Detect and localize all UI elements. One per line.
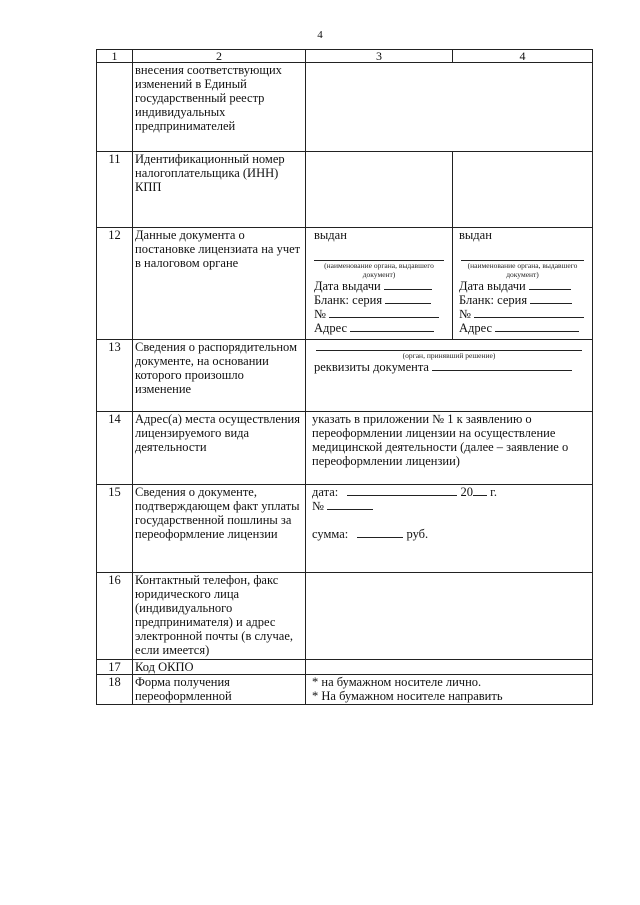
requisites-row <box>308 360 590 374</box>
row-14 <box>97 412 593 485</box>
row-17 <box>97 660 593 675</box>
form-series-row-2 <box>455 293 590 307</box>
row-13-num: 13 <box>97 340 133 412</box>
row-17-label: Код ОКПО <box>133 660 306 675</box>
address-row-2 <box>455 321 590 335</box>
row-16-num: 16 <box>97 573 133 660</box>
issue-date-row <box>308 279 450 293</box>
row-16 <box>97 573 593 660</box>
address-field[interactable] <box>350 321 434 332</box>
payment-sum-field[interactable] <box>357 527 403 538</box>
row-10-label: внесения соответствующих изменений в Единый государственный реестр индивидуальных предпринимателей <box>133 63 306 152</box>
issued-by-field-2[interactable] <box>461 242 584 261</box>
row-11-num: 11 <box>97 152 133 228</box>
row-12-value-left <box>306 228 453 340</box>
header-row <box>97 50 593 63</box>
issued-by-label-2: выдан <box>459 228 492 242</box>
row-13-label: Сведения о распорядительном документе, на основании которого произошло изменение <box>133 340 306 412</box>
payment-sum-label: сумма: <box>312 527 349 541</box>
issue-date-row-2 <box>455 279 590 293</box>
authority-field[interactable] <box>316 340 582 351</box>
row-11-value-kpp[interactable] <box>453 152 593 228</box>
row-14-label: Адрес(а) места осуществления лицензируемого вида деятельности <box>133 412 306 485</box>
row-12 <box>97 228 593 340</box>
form-series-field-2[interactable] <box>530 293 572 304</box>
issuer-caption-2: (наименование органа, выдавшего документ) <box>467 261 578 279</box>
row-14-value: указать в приложении № 1 к заявлению о переоформлении лицензии на осуществление медицинской деятельности (далее – заявление о переоформлении лицензии) <box>306 412 593 485</box>
issued-by-label: выдан <box>314 228 347 242</box>
address-field-2[interactable] <box>495 321 579 332</box>
row-17-num: 17 <box>97 660 133 675</box>
payment-sum-unit: руб. <box>406 527 429 541</box>
payment-number-label: № <box>312 499 324 513</box>
row-10-continued <box>97 63 593 152</box>
payment-year-field[interactable] <box>473 485 487 496</box>
header-col-3: 3 <box>306 50 453 63</box>
issue-date-field[interactable] <box>384 279 432 290</box>
requisites-label: реквизиты документа <box>314 360 429 374</box>
doc-number-row <box>308 307 450 321</box>
row-15-label: Сведения о документе, подтверждающем факт уплаты государственной пошлины за переоформление лицензии <box>133 485 306 573</box>
address-row <box>308 321 450 335</box>
payment-date-row <box>312 485 590 499</box>
row-18-value <box>306 675 593 705</box>
form-series-label-2: Бланк: серия <box>459 293 528 307</box>
row-11-kpp-label: КПП <box>135 180 162 194</box>
issue-date-field-2[interactable] <box>529 279 571 290</box>
delivery-option-send[interactable]: * На бумажном носителе направить <box>312 689 503 703</box>
form-series-field[interactable] <box>385 293 431 304</box>
doc-number-field[interactable] <box>329 307 439 318</box>
row-18-label: Форма получения переоформленной <box>133 675 306 705</box>
form-series-row <box>308 293 450 307</box>
payment-year-prefix: 20 <box>460 485 473 499</box>
delivery-option-in-person[interactable]: * на бумажном носителе лично. <box>312 675 482 689</box>
payment-number-row <box>312 499 590 513</box>
row-10-value[interactable] <box>306 63 593 152</box>
issue-date-label-2: Дата выдачи <box>459 279 526 293</box>
row-14-num: 14 <box>97 412 133 485</box>
doc-number-row-2 <box>455 307 590 321</box>
authority-caption: (орган, принявший решение) <box>402 351 496 360</box>
row-12-label: Данные документа о постановке лицензиата на учет в налоговом органе <box>133 228 306 340</box>
row-12-num: 12 <box>97 228 133 340</box>
row-16-value[interactable] <box>306 573 593 660</box>
row-11 <box>97 152 593 228</box>
doc-number-label-2: № <box>459 307 471 321</box>
row-15 <box>97 485 593 573</box>
payment-number-field[interactable] <box>327 499 373 510</box>
form-series-label: Бланк: серия <box>314 293 383 307</box>
row-17-value[interactable] <box>306 660 593 675</box>
row-12-value-right <box>453 228 593 340</box>
license-form-table <box>96 49 593 705</box>
row-18-num: 18 <box>97 675 133 705</box>
page-number: 4 <box>317 29 323 41</box>
payment-date-field[interactable] <box>347 485 457 496</box>
row-15-num: 15 <box>97 485 133 573</box>
header-col-4: 4 <box>453 50 593 63</box>
row-13-value <box>306 340 593 412</box>
row-13 <box>97 340 593 412</box>
doc-number-field-2[interactable] <box>474 307 584 318</box>
payment-year-suffix: г. <box>490 485 497 499</box>
requisites-field[interactable] <box>432 360 572 371</box>
payment-date-label: дата: <box>312 485 339 499</box>
payment-sum-row <box>312 527 590 541</box>
issuer-caption: (наименование органа, выдавшего документ) <box>324 261 434 279</box>
doc-number-label: № <box>314 307 326 321</box>
row-10-num <box>97 63 133 152</box>
issued-by-field[interactable] <box>314 242 444 261</box>
issue-date-label: Дата выдачи <box>314 279 381 293</box>
address-label-2: Адрес <box>459 321 493 335</box>
row-16-label: Контактный телефон, факс юридического лица (индивидуального предпринимателя) и адрес электронной почты (в случае, если имеется) <box>133 573 306 660</box>
header-col-2: 2 <box>133 50 306 63</box>
header-col-1: 1 <box>97 50 133 63</box>
row-11-inn-label: Идентификационный номер налогоплательщика (ИНН) <box>135 152 285 180</box>
row-18 <box>97 675 593 705</box>
address-label: Адрес <box>314 321 348 335</box>
row-11-label <box>133 152 306 228</box>
row-11-value-inn[interactable] <box>306 152 453 228</box>
row-15-value <box>306 485 593 573</box>
